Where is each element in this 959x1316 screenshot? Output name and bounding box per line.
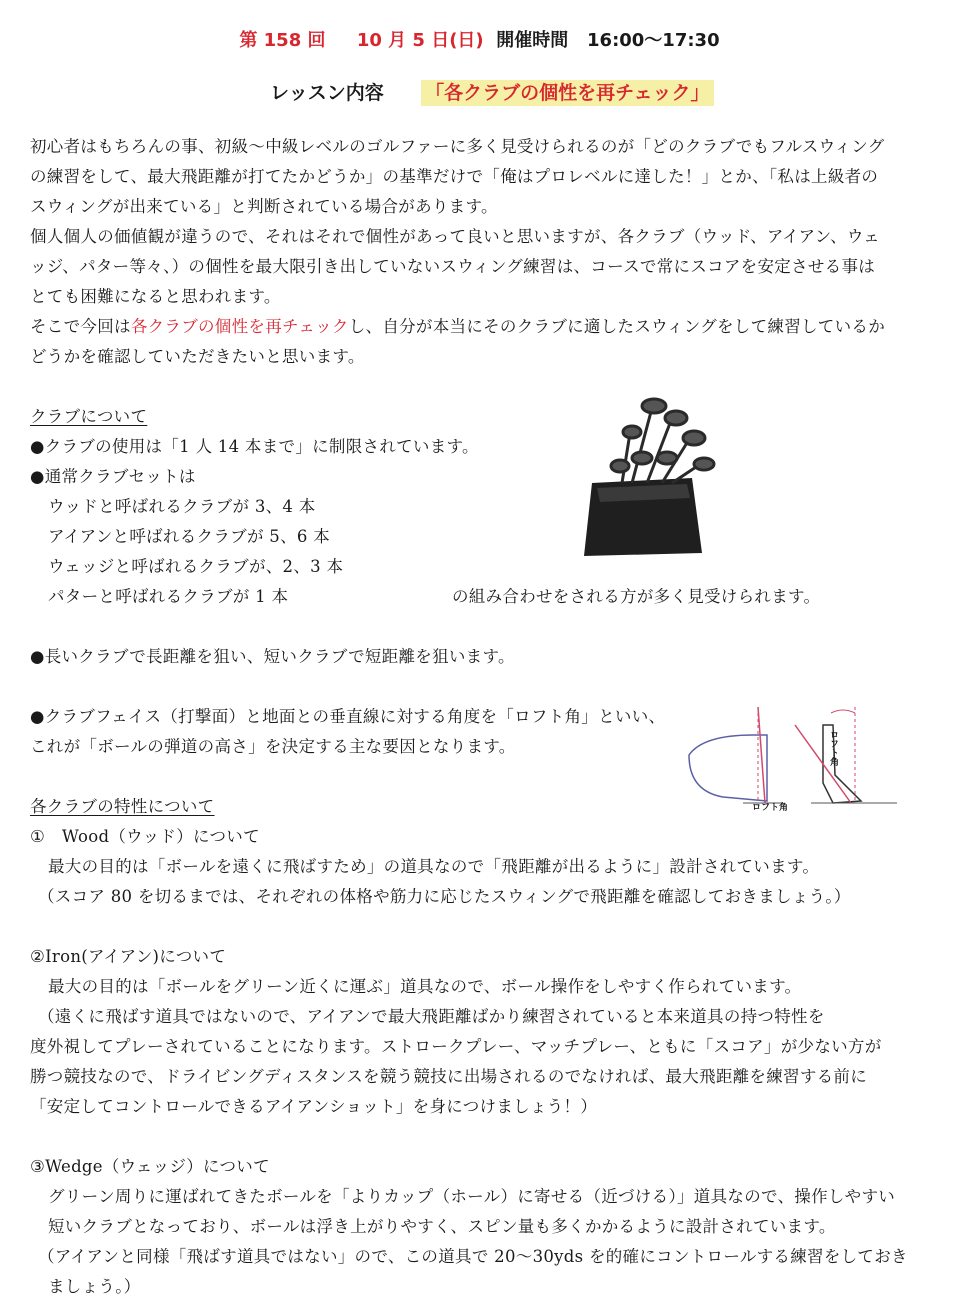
intro-line-8: どうかを確認していただきたいと思います。 — [30, 347, 365, 366]
time-label: 開催時間 — [496, 30, 569, 51]
iron-line-4: 勝つ競技なので、ドライビングディスタンスを競う競技に出場されるのでなければ、最大飛距離を練習する前に — [30, 1067, 868, 1086]
wood-line-1: 最大の目的は「ボールを遠くに飛ばすため」の道具なので「飛距離が出るように」設計されています。 — [48, 857, 820, 876]
clubs-bullet-set: ●通常クラブセットは — [30, 467, 196, 486]
intro-line-2: の練習をして、最大飛距離が打てたかどうか」の基準だけで「俺はプロレベルに達した！」とか、「私は上級者の — [30, 167, 879, 186]
wedge-line-4: ましょう。） — [48, 1277, 141, 1296]
intro-line-7-end: し、自分が本当にそのクラブに適したスウィングをして練習しているか — [348, 317, 885, 336]
clubs-bullet-loft-2: これが「ボールの弾道の高さ」を決定する主な要因となります。 — [30, 737, 516, 756]
intro-line-6: とても困難になると思われます。 — [30, 287, 281, 306]
iron-line-3: 度外視してプレーされていることになります。ストロークプレー、マッチプレー、ともに「スコア」が少ない方が — [30, 1037, 882, 1056]
intro-highlight-topic: 各クラブの個性を再チェック — [130, 317, 349, 336]
loft-label-iron: ロフト角 — [828, 730, 838, 766]
wedge-line-3: （アイアンと同様「飛ばす道具ではない」ので、この道具で 20～30yds を的確にコントロールする練習をしておき — [38, 1247, 908, 1266]
loft-label-wood: ロフト角 — [752, 803, 789, 813]
intro-line-7-start: そこで今回は — [30, 317, 131, 336]
clubs-combination-note: の組み合わせをされる方が多く見受けられます。 — [452, 587, 821, 606]
wedge-line-1: グリーン周りに運ばれてきたボールを「よりカップ（ホール）に寄せる（近づける）」道具なので、操作しやすい — [48, 1187, 896, 1206]
traits-heading: 各クラブの特性について — [30, 797, 215, 816]
iron-line-2: （遠くに飛ばす道具ではないので、アイアンで最大飛距離ばかり練習されていると本来道具の持つ特性を — [38, 1007, 825, 1026]
intro-line-7 — [30, 312, 885, 342]
wood-heading: ① Wood（ウッド）について — [30, 827, 260, 846]
intro-line-3: スウィングが出来ている」と判断されている場合があります。 — [30, 197, 498, 216]
golf-bag-photo — [572, 388, 722, 558]
clubs-bullet-limit: ●クラブの使用は「1 人 14 本まで」に制限されています。 — [30, 437, 479, 456]
clubs-heading: クラブについて — [30, 407, 148, 426]
intro-line-5: ッジ、パター等々、）の個性を最大限引き出していないスウィング練習は、コースで常にスコアを安定させる事は — [30, 257, 876, 276]
clubs-wood-count: ウッドと呼ばれるクラブが 3、4 本 — [48, 497, 316, 516]
clubs-bullet-loft-1: ●クラブフェイス（打撃面）と地面との垂直線に対する角度を「ロフト角」といい、 — [30, 707, 666, 726]
event-date: 10 月 5 日(日) — [356, 30, 484, 51]
clubs-iron-count: アイアンと呼ばれるクラブが 5、6 本 — [48, 527, 331, 546]
wedge-line-2: 短いクラブとなっており、ボールは浮き上がりやすく、スピン量も多くかかるように設計されています。 — [48, 1217, 836, 1236]
clubs-putter-count: パターと呼ばれるクラブが 1 本 — [48, 587, 289, 606]
intro-line-4: 個人個人の価値観が違うので、それはそれで個性があって良いと思いますが、各クラブ（ウッド、アイアン、ウェ — [30, 227, 880, 246]
event-header — [0, 26, 959, 52]
intro-line-1: 初心者はもちろんの事、初級～中級レベルのゴルファーに多く見受けられるのが「どのクラブでもフルスウィング — [30, 137, 885, 156]
clubs-bullet-distance: ●長いクラブで長距離を狙い、短いクラブで短距離を狙います。 — [30, 647, 515, 666]
session-number: 第 158 回 — [239, 30, 326, 51]
iron-line-1: 最大の目的は「ボールをグリーン近くに運ぶ」道具なので、ボール操作をしやすく作られています。 — [48, 977, 802, 996]
event-time: 16:00～17:30 — [587, 30, 720, 51]
wedge-heading: ③Wedge（ウェッジ）について — [30, 1157, 270, 1176]
lesson-title-label: レッスン内容 — [270, 82, 384, 104]
lesson-title — [270, 78, 714, 105]
lesson-topic: 「各クラブの個性を再チェック」 — [421, 80, 713, 106]
iron-line-5: 「安定してコントロールできるアイアンショット」を身につけましょう！） — [30, 1097, 598, 1116]
iron-heading: ②Iron(アイアン)について — [30, 947, 227, 966]
clubs-wedge-count: ウェッジと呼ばれるクラブが、2、3 本 — [48, 557, 344, 576]
loft-angle-diagram — [683, 705, 903, 817]
wood-line-2: （スコア 80 を切るまでは、それぞれの体格や筋力に応じたスウィングで飛距離を確認しておきましょう。） — [38, 887, 851, 906]
